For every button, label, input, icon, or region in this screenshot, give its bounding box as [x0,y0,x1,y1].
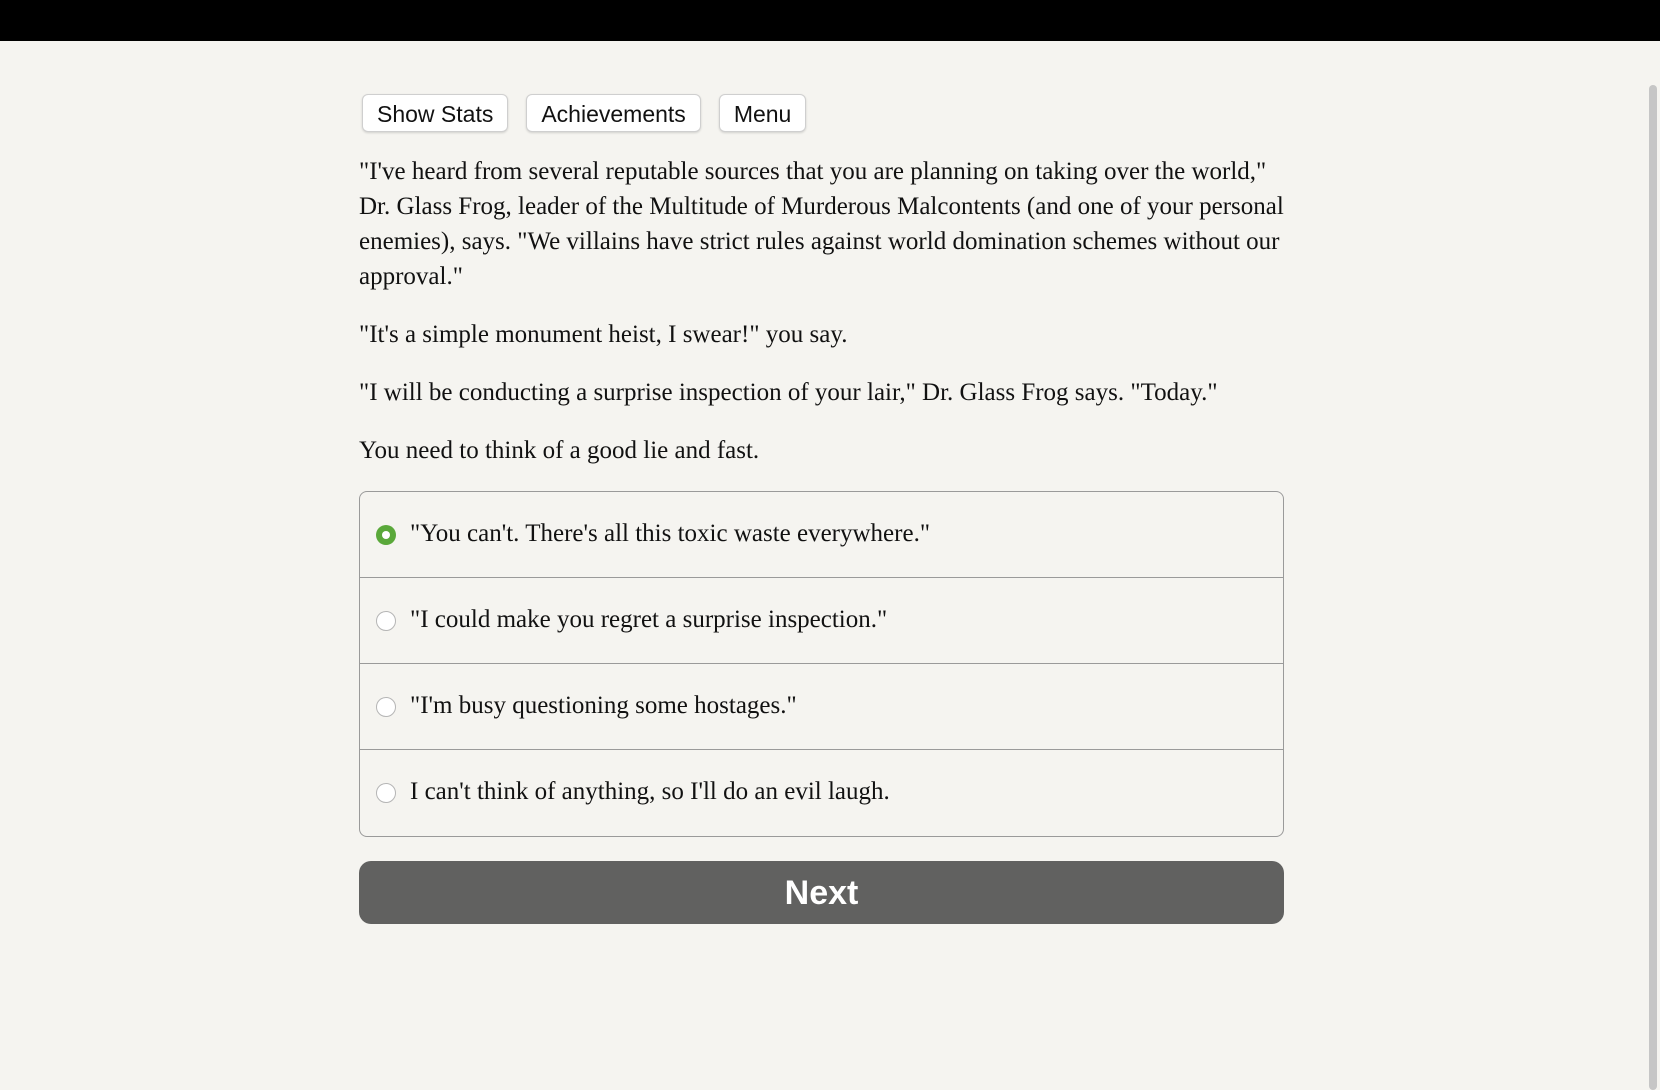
choice-list [359,491,1284,837]
story-text [359,154,1284,468]
achievements-button[interactable]: Achievements [526,94,700,132]
menu-button[interactable]: Menu [719,94,807,132]
game-container [359,94,1284,924]
top-bar [0,0,1660,41]
radio-icon[interactable] [376,783,396,803]
choice-option-1[interactable] [360,492,1283,578]
choice-label: I can't think of anything, so I'll do an evil laugh. [410,778,890,805]
choice-label: "I'm busy questioning some hostages." [410,691,797,719]
scrollbar[interactable] [1646,41,1660,1080]
radio-selected-icon[interactable] [376,525,396,545]
story-paragraph: "It's a simple monument heist, I swear!" you say. [359,321,848,348]
story-paragraph: You need to think of a good lie and fast. [359,437,760,464]
choice-label: "I could make you regret a surprise inspection." [410,605,888,633]
choice-option-2[interactable] [360,578,1283,664]
story-paragraph: "I've heard from several reputable sources that you are planning on taking over the world," Dr. Glass Frog, leader of the Multitude of Murderous Malcontents (and one of your personal enemies), says. "We villains have strict rules against world domination schemes without our approval." [359,158,1284,290]
toolbar [362,94,1284,134]
next-button[interactable]: Next [359,861,1284,924]
choice-option-3[interactable] [360,664,1283,750]
scrollbar-thumb[interactable] [1649,85,1657,1090]
choice-label: "You can't. There's all this toxic waste everywhere." [410,519,931,547]
story-paragraph: "I will be conducting a surprise inspection of your lair," Dr. Glass Frog says. "Today." [359,379,1218,406]
radio-icon[interactable] [376,611,396,631]
show-stats-button[interactable]: Show Stats [362,94,508,132]
radio-icon[interactable] [376,697,396,717]
choice-option-4[interactable] [360,750,1283,836]
